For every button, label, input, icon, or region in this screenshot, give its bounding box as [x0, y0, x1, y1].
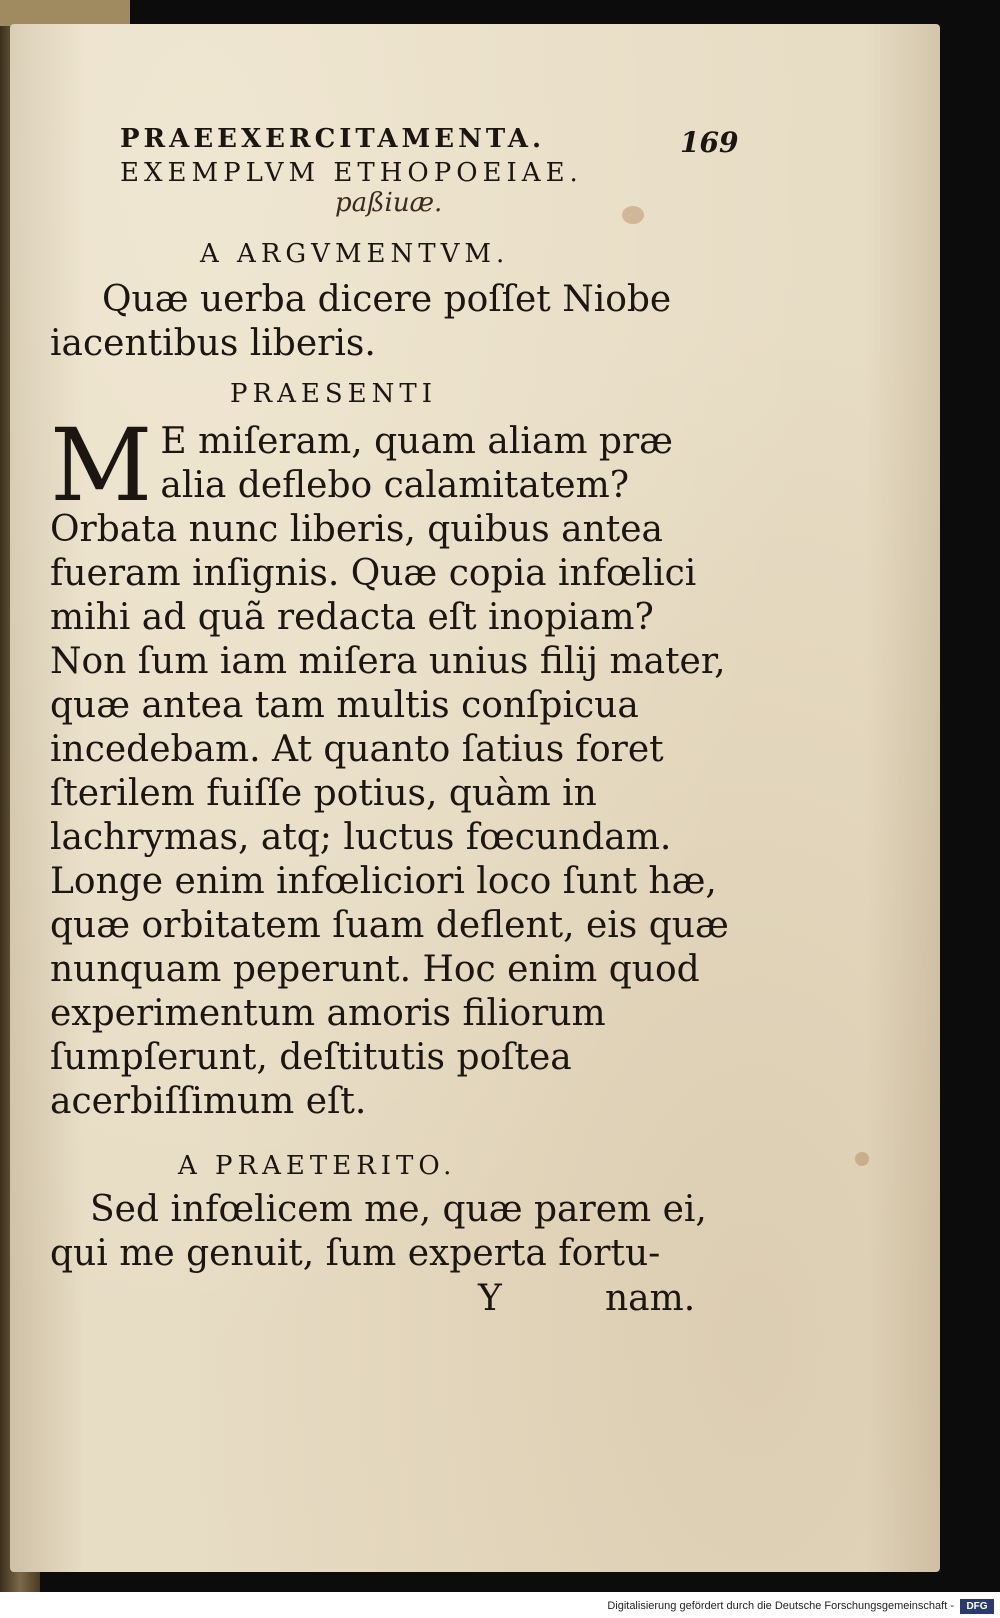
section-heading-argumentum: A ARGVMENTVM. — [200, 239, 510, 269]
chapter-title: EXEMPLVM ETHOPOEIAE. — [120, 158, 583, 188]
dfg-logo: DFG — [960, 1599, 994, 1614]
main-paragraph-text: E miſeram, quam aliam præ alia deflebo calamitatem? Orbata nunc liberis, quibus antea fueram inſignis. Quæ copia infœlici mihi ad quã redacta eſt inopiam? Non ſum iam miſera unius filij mater, quæ antea tam multis conſpicua incedebam. At quanto ſatius foret ſterilem fuiſſe potius, quàm in lachrymas, atq; luctus fœcundam. Longe enim infœliciori loco ſunt hæ, quæ orbitatem ſuam deflent, eis quæ nunquam peperunt. Hoc enim quod experimentum amoris filiorum ſumpſerunt, deſtitutis poſtea acerbiſſimum eſt. — [50, 421, 729, 1122]
page-number: 169 — [680, 126, 739, 159]
page-text — [50, 102, 740, 1322]
section-heading-praesenti: PRAESENTI — [230, 379, 437, 409]
funding-credit: Digitalisierung gefördert durch die Deutsche Forschungsgemeinschaft - — [607, 1600, 954, 1612]
argument-paragraph: Quæ uerba dicere poſſet Niobe iacentibus liberis. — [50, 279, 672, 364]
catchword: nam. — [605, 1278, 696, 1319]
credit-bar — [0, 1592, 1000, 1618]
main-paragraph — [50, 407, 740, 1124]
chapter-subtitle: paßiuæ. — [335, 188, 443, 218]
book-page — [10, 24, 940, 1572]
signature-mark: Y — [478, 1278, 502, 1319]
page-edge-top — [0, 0, 130, 26]
section-heading-praeterito: A PRAETERITO. — [178, 1151, 457, 1181]
page-footer — [50, 1278, 740, 1322]
past-paragraph: Sed infœlicem me, quæ parem ei, qui me genuit, ſum experta fortu- — [50, 1189, 707, 1274]
foxing-spot — [855, 1152, 869, 1166]
drop-capital: M — [50, 407, 153, 524]
running-title: PRAEEXERCITAMENTA. — [120, 124, 546, 154]
running-head — [50, 102, 740, 159]
